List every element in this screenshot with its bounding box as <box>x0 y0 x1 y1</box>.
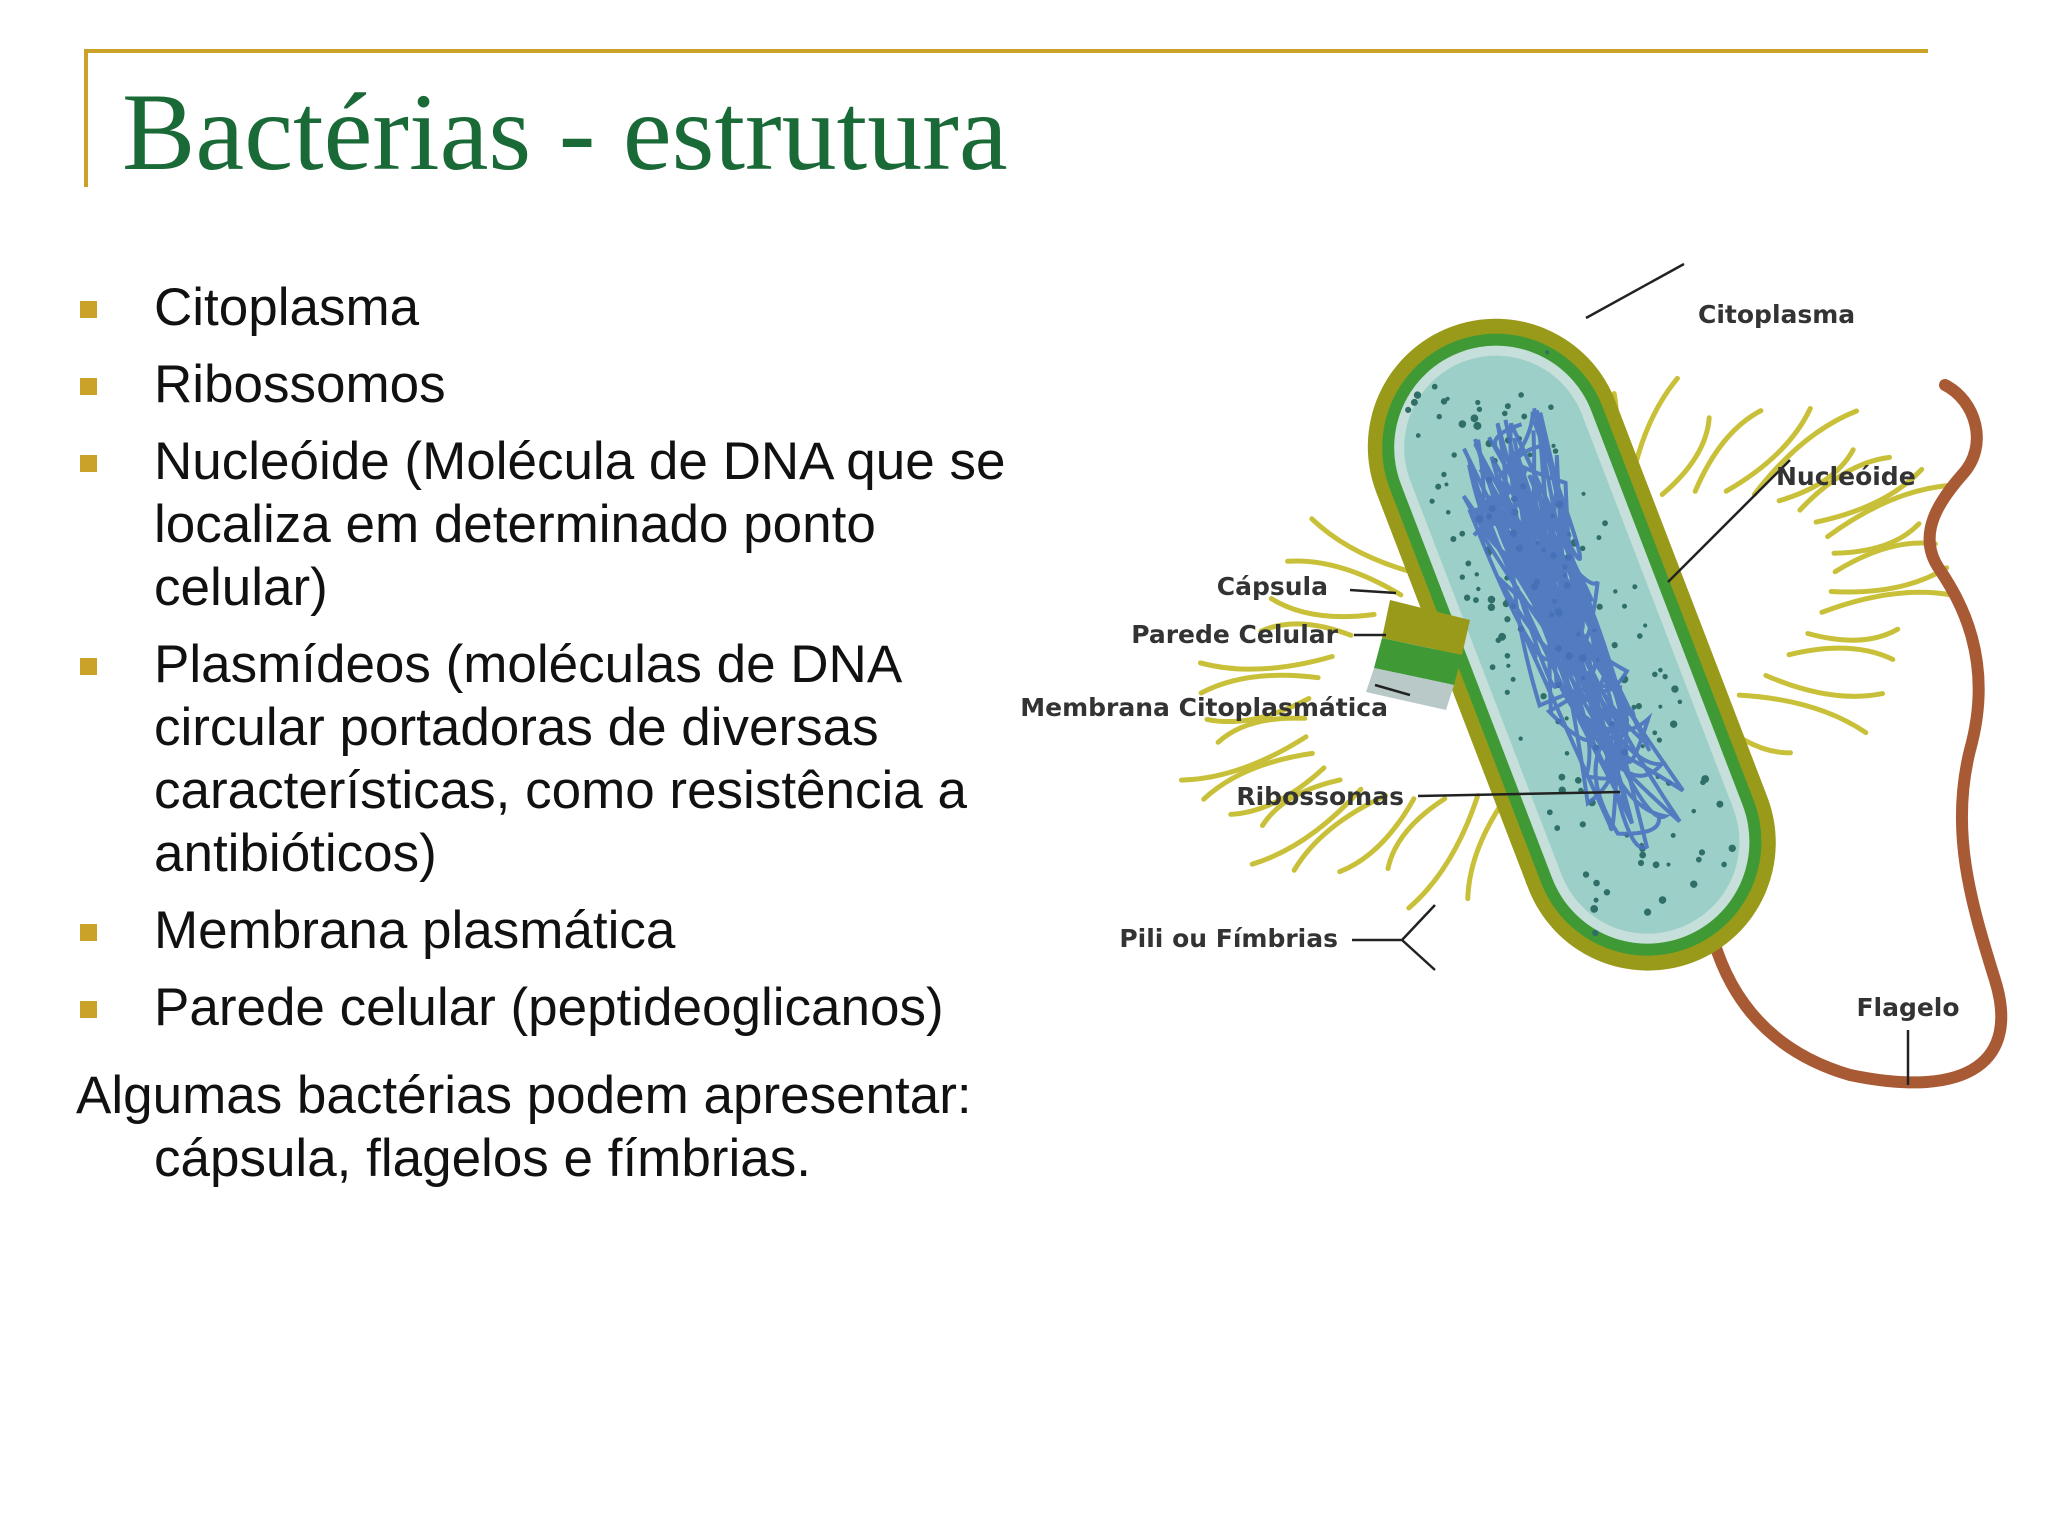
square-bullet-icon <box>80 378 97 395</box>
pilus-strand <box>1662 418 1709 495</box>
bullet-item <box>76 430 1036 619</box>
bullet-item <box>76 976 1036 1039</box>
bacteria-diagram <box>1010 240 2040 1120</box>
bullet-text: Membrana plasmática <box>154 901 676 960</box>
pilus-strand <box>1835 543 1935 572</box>
pilus-strand <box>1766 676 1883 697</box>
pilus-strand <box>1695 411 1761 492</box>
label-citoplasma: Citoplasma <box>1698 300 1856 329</box>
pilus-strand <box>1808 629 1898 640</box>
label-parede-celular: Parede Celular <box>1131 620 1338 649</box>
bullet-text: Nucleóide (Molécula de DNA que se localiza em determinado ponto celular) <box>154 432 1006 617</box>
pilus-strand <box>1201 675 1318 693</box>
bullet-text: Plasmídeos (moléculas de DNA circular portadoras de diversas características, como resistência a antibióticos) <box>154 635 967 883</box>
bullet-text: Ribossomos <box>154 355 446 414</box>
header-side-rule <box>84 49 88 187</box>
bacteria-illustration <box>1010 240 2040 1120</box>
bullet-item <box>76 633 1036 885</box>
pilus-strand <box>1831 568 1947 592</box>
square-bullet-icon <box>80 455 97 472</box>
bullet-item <box>76 899 1036 962</box>
label-nucleoide: Nucleóide <box>1776 462 1916 491</box>
bullet-text: Parede celular (peptideoglicanos) <box>154 978 944 1037</box>
note-text: Algumas bactérias podem apresentar: cápsula, flagelos e fímbrias. <box>76 1066 972 1188</box>
leader-line <box>1586 264 1684 318</box>
label-flagelo: Flagelo <box>1856 993 1960 1022</box>
pilus-strand <box>1271 599 1374 617</box>
square-bullet-icon <box>80 1001 97 1018</box>
square-bullet-icon <box>80 924 97 941</box>
label-membrana: Membrana Citoplasmática <box>1020 693 1388 722</box>
leader-line <box>1352 905 1435 970</box>
label-ribossomas: Ribossomas <box>1236 782 1404 811</box>
bullet-text: Citoplasma <box>154 278 420 337</box>
pilus-strand <box>1739 695 1866 733</box>
bullet-item <box>76 276 1036 339</box>
bullet-list <box>76 276 1036 1053</box>
leader-line <box>1668 460 1790 582</box>
label-capsula: Cápsula <box>1216 572 1328 601</box>
bullet-item <box>76 353 1036 416</box>
pilus-strand <box>1200 657 1332 670</box>
square-bullet-icon <box>80 658 97 675</box>
header-rule <box>84 49 1928 53</box>
square-bullet-icon <box>80 301 97 318</box>
pilus-strand <box>1822 592 1953 612</box>
slide-title: Bactérias - estrutura <box>122 71 1008 193</box>
label-pili: Pili ou Fímbrias <box>1119 924 1338 953</box>
pilus-strand <box>1789 648 1893 659</box>
